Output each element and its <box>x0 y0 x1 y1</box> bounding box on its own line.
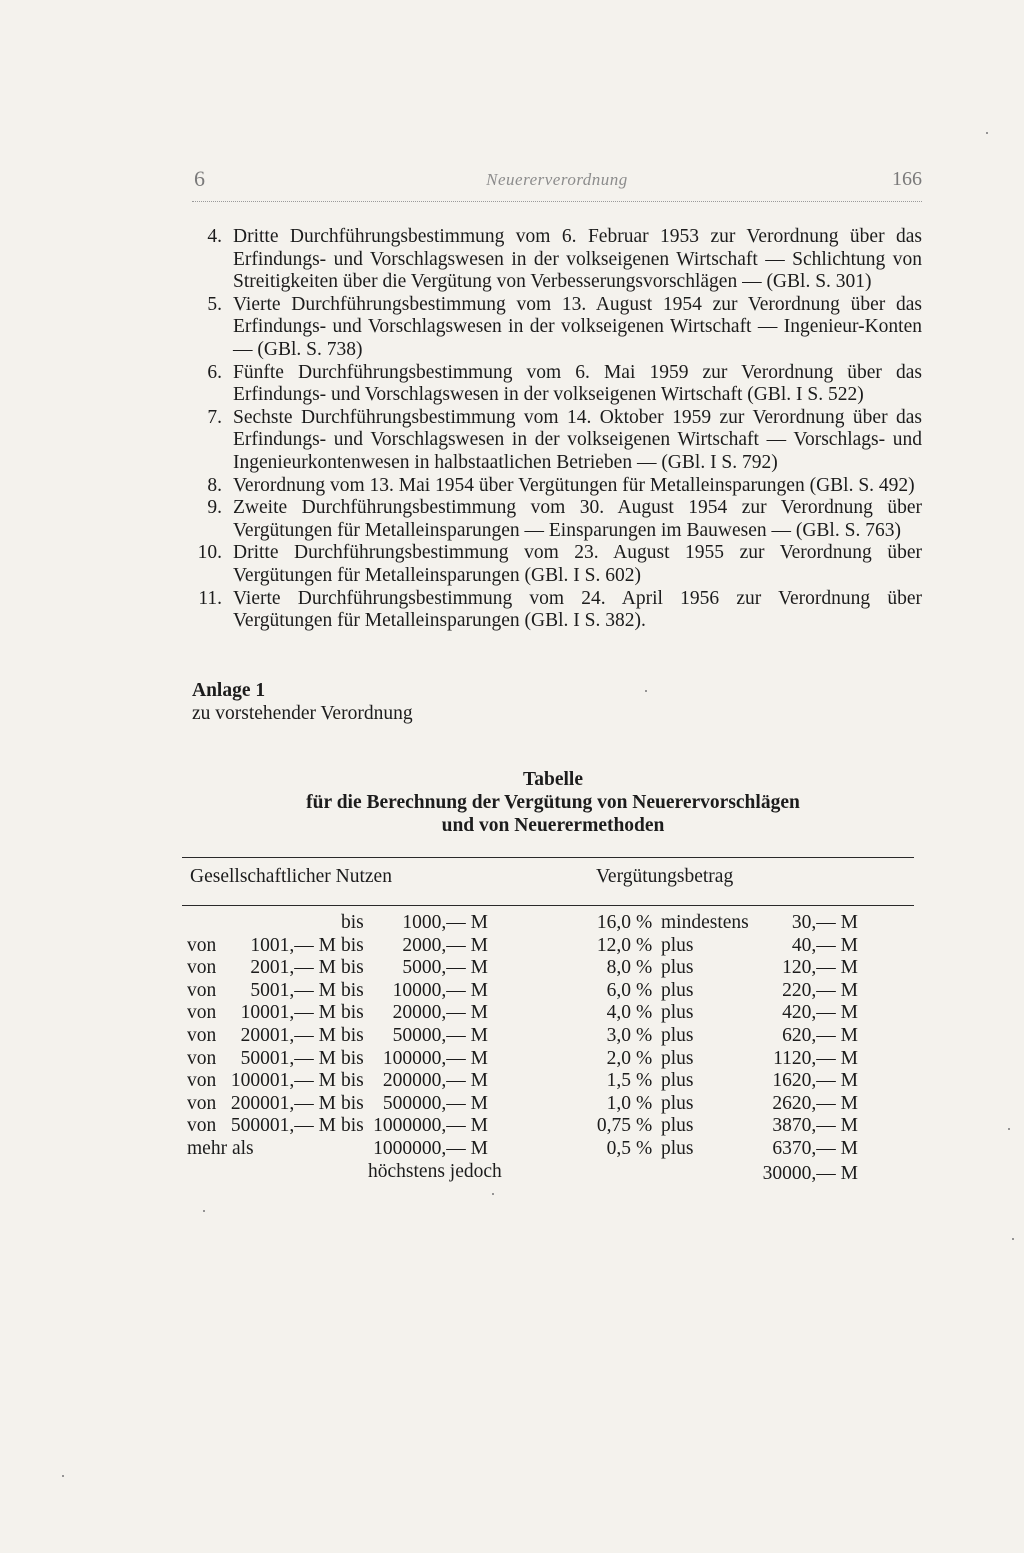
list-item-number: 7. <box>207 406 222 428</box>
cell-lower-bound: 20001,— M <box>240 1024 336 1046</box>
cell-upper-bound: 20000,— M <box>392 1002 488 1024</box>
table-body <box>0 912 1024 1183</box>
cell-percent-sign: % <box>636 1002 653 1024</box>
cell-percent-sign: % <box>636 979 653 1001</box>
list-item-text: Sechste Durchführungsbestimmung vom 14. Oktober 1959 zur Verordnung über das Erfindungs- und Vorschlagswesen in der volkseigenen Wirtschaft — Vorschlags- und Ingenieurkontenwesen in halbstaatlichen Betrieben — (GBl. I S. 792) <box>233 406 922 473</box>
list-item-text: Dritte Durchführungsbestimmung vom 23. August 1955 zur Verordnung über Vergütungen für Metalleinsparungen (GBl. I S. 602) <box>233 542 922 586</box>
cell-upper-bound: 2000,— M <box>402 934 488 956</box>
cell-lower-bound: 1001,— M <box>250 934 336 956</box>
cell-rate-qualifier: plus <box>661 1137 694 1159</box>
cell-percent-sign: % <box>636 1137 653 1159</box>
cell-upper-bound: 1000000,— M <box>373 1137 488 1159</box>
list-item-text: Vierte Durchführungsbestimmung vom 13. August 1954 zur Verordnung über das Erfindungs- und Vorschlagswesen in der volkseigenen Wirtschaft — Ingenieur-Konten — (GBl. S. 738) <box>233 293 922 360</box>
scan-speck <box>203 1210 205 1212</box>
list-item <box>188 226 922 294</box>
cell-range-bis: bis <box>341 912 364 933</box>
table-row <box>0 1025 1024 1048</box>
appendix-title: Anlage 1 <box>192 680 266 701</box>
header-left-number: 6 <box>194 166 205 191</box>
cell-rate: 4,0 <box>606 1002 631 1024</box>
cell-lower-bound: 2001,— M <box>250 957 336 979</box>
list-item-text: Zweite Durchführungsbestimmung vom 30. August 1954 zur Verordnung über Vergütungen für Metalleinsparungen — Einsparungen im Bauwesen — (GBl. S. 763) <box>233 497 922 541</box>
cell-rate: 1,5 <box>606 1070 631 1092</box>
cell-range-bis: bis <box>341 1070 364 1092</box>
column-header-benefit: Gesellschaftlicher Nutzen <box>190 866 392 887</box>
table-title <box>192 768 914 837</box>
list-item-text: Fünfte Durchführungsbestimmung vom 6. Mai 1959 zur Verordnung über das Erfindungs- und Vorschlagswesen in der volkseigenen Wirtschaft (GBl. I S. 522) <box>233 361 922 406</box>
table-title-line: und von Neuerermethoden <box>441 815 665 836</box>
page-number: 166 <box>892 168 922 190</box>
cell-range-prefix: von <box>187 934 217 956</box>
cell-range-prefix: von <box>187 1070 217 1092</box>
header-title: Neuererverordnung <box>486 170 628 189</box>
list-item-number: 9. <box>207 497 222 519</box>
cell-rate: 16,0 <box>596 912 631 933</box>
list-item-text: Vierte Durchführungsbestimmung vom 24. April 1956 zur Verordnung über Vergütungen für Metalleinsparungen (GBl. I S. 382). <box>233 587 922 632</box>
scan-speck <box>1008 1128 1010 1130</box>
cell-range-prefix: von <box>187 1024 217 1046</box>
list-item <box>188 362 922 407</box>
cell-lower-bound: 5001,— M <box>250 979 336 1001</box>
cell-base-amount: 1120,— M <box>773 1047 858 1069</box>
cell-base-amount: 220,— M <box>782 979 858 1001</box>
table-row-maximum <box>0 1161 1024 1184</box>
table-row <box>0 1138 1024 1161</box>
cell-percent-sign: % <box>636 1092 653 1114</box>
scan-speck <box>645 690 647 692</box>
cell-rate-qualifier: plus <box>661 1070 694 1092</box>
cell-range-prefix: von <box>187 957 217 979</box>
list-item-number: 5. <box>207 293 222 315</box>
cell-rate-qualifier: plus <box>661 1092 694 1114</box>
cell-base-amount: 6370,— M <box>772 1137 858 1159</box>
cell-rate-qualifier: plus <box>661 934 694 956</box>
cell-rate-qualifier: plus <box>661 957 694 979</box>
cell-base-amount: 30,— M <box>791 912 858 933</box>
cell-lower-bound: 200001,— M <box>230 1092 336 1114</box>
table-row <box>0 1002 1024 1025</box>
cell-upper-bound: 200000,— M <box>382 1070 488 1092</box>
cell-percent-sign: % <box>636 957 653 979</box>
cell-upper-bound: 100000,— M <box>382 1047 488 1069</box>
list-item-number: 11. <box>198 587 222 609</box>
list-item-text: Dritte Durchführungsbestimmung vom 6. Februar 1953 zur Verordnung über das Erfindungs- und Vorschlagswesen in der volkseigenen Wirtschaft — Schlichtung von Streitigkeiten über die Vergütung von Verbesserungsvorschlägen — (GBl. S. 301) <box>233 226 922 293</box>
cell-range-prefix: von <box>187 1115 217 1137</box>
cell-lower-bound: 100001,— M <box>230 1070 336 1092</box>
list-item-number: 10. <box>197 542 222 564</box>
table-row <box>0 957 1024 980</box>
scan-speck <box>492 1193 494 1195</box>
table-row <box>0 935 1024 958</box>
cell-rate: 8,0 <box>606 957 631 979</box>
cell-percent-sign: % <box>636 912 653 933</box>
cell-range-prefix: von <box>187 1047 217 1069</box>
scan-speck <box>62 1475 64 1477</box>
cell-range-bis: bis <box>341 1047 364 1069</box>
cell-rate-qualifier: plus <box>661 1047 694 1069</box>
cell-rate-qualifier: mindestens <box>661 912 749 933</box>
column-header-remuneration: Vergütungsbetrag <box>596 866 734 887</box>
cell-base-amount: 120,— M <box>782 957 858 979</box>
cell-rate: 3,0 <box>606 1024 631 1046</box>
cell-maximum-label: höchstens jedoch <box>368 1160 502 1182</box>
appendix-subtitle: zu vorstehender Verordnung <box>192 703 413 724</box>
cell-upper-bound: 1000,— M <box>402 912 488 933</box>
cell-range-bis: bis <box>341 979 364 1001</box>
list-item-text: Verordnung vom 13. Mai 1954 über Vergütungen für Metalleinsparungen (GBl. S. 492) <box>233 474 915 496</box>
table-title-line: Tabelle <box>523 769 583 790</box>
table-row <box>0 1115 1024 1138</box>
cell-lower-bound: 50001,— M <box>240 1047 336 1069</box>
cell-lower-bound: 10001,— M <box>240 1002 336 1024</box>
scan-speck <box>986 132 988 134</box>
cell-percent-sign: % <box>636 1024 653 1046</box>
cell-rate: 0,5 <box>606 1137 631 1159</box>
cell-percent-sign: % <box>636 934 653 956</box>
cell-rate: 0,75 <box>596 1115 631 1137</box>
scan-speck <box>1012 1238 1014 1240</box>
cell-base-amount: 3870,— M <box>772 1115 858 1137</box>
cell-rate: 1,0 <box>606 1092 631 1114</box>
cell-rate: 2,0 <box>606 1047 631 1069</box>
list-item-number: 6. <box>207 361 222 383</box>
cell-range-bis: bis <box>341 1002 364 1024</box>
cell-upper-bound: 50000,— M <box>392 1024 488 1046</box>
cell-rate: 12,0 <box>596 934 631 956</box>
cell-range-prefix: mehr als <box>187 1137 254 1159</box>
list-item <box>188 588 922 633</box>
cell-range-bis: bis <box>341 1024 364 1046</box>
table-header-rule <box>182 905 914 906</box>
table-row <box>0 1070 1024 1093</box>
cell-rate: 6,0 <box>606 979 631 1001</box>
cell-range-bis: bis <box>341 957 364 979</box>
list-item-number: 4. <box>207 226 222 247</box>
cell-base-amount: 620,— M <box>782 1024 858 1046</box>
cell-percent-sign: % <box>636 1070 653 1092</box>
cell-base-amount: 40,— M <box>791 934 858 956</box>
table-row <box>0 912 1024 935</box>
cell-range-prefix: von <box>187 1092 217 1114</box>
cell-percent-sign: % <box>636 1047 653 1069</box>
cell-range-bis: bis <box>341 1115 364 1137</box>
appendix-heading <box>192 679 413 725</box>
cell-lower-bound: 500001,— M <box>230 1115 336 1137</box>
running-header <box>192 166 922 196</box>
list-item <box>188 497 922 542</box>
cell-range-bis: bis <box>341 1092 364 1114</box>
cell-rate-qualifier: plus <box>661 1115 694 1137</box>
header-rule <box>192 201 922 202</box>
list-item-number: 8. <box>207 474 222 496</box>
list-item <box>188 542 922 587</box>
cell-base-amount: 2620,— M <box>772 1092 858 1114</box>
cell-upper-bound: 500000,— M <box>382 1092 488 1114</box>
list-item <box>188 475 922 498</box>
cell-base-amount: 420,— M <box>782 1002 858 1024</box>
cell-range-prefix: von <box>187 979 217 1001</box>
cell-rate-qualifier: plus <box>661 979 694 1001</box>
list-item <box>188 407 922 475</box>
cell-maximum-amount: 30000,— M <box>762 1162 858 1184</box>
table-row <box>0 980 1024 1003</box>
cell-upper-bound: 1000000,— M <box>373 1115 488 1137</box>
cell-percent-sign: % <box>636 1115 653 1137</box>
list-item <box>188 294 922 362</box>
cell-rate-qualifier: plus <box>661 1002 694 1024</box>
cell-upper-bound: 5000,— M <box>402 957 488 979</box>
cell-rate-qualifier: plus <box>661 1024 694 1046</box>
table-title-line: für die Berechnung der Vergütung von Neuerervorschlägen <box>306 792 800 813</box>
reference-list <box>188 226 922 633</box>
cell-range-bis: bis <box>341 934 364 956</box>
cell-upper-bound: 10000,— M <box>392 979 488 1001</box>
table-row <box>0 1093 1024 1116</box>
cell-base-amount: 1620,— M <box>772 1070 858 1092</box>
table-top-rule <box>182 857 914 858</box>
table-row <box>0 1048 1024 1071</box>
cell-range-prefix: von <box>187 1002 217 1024</box>
